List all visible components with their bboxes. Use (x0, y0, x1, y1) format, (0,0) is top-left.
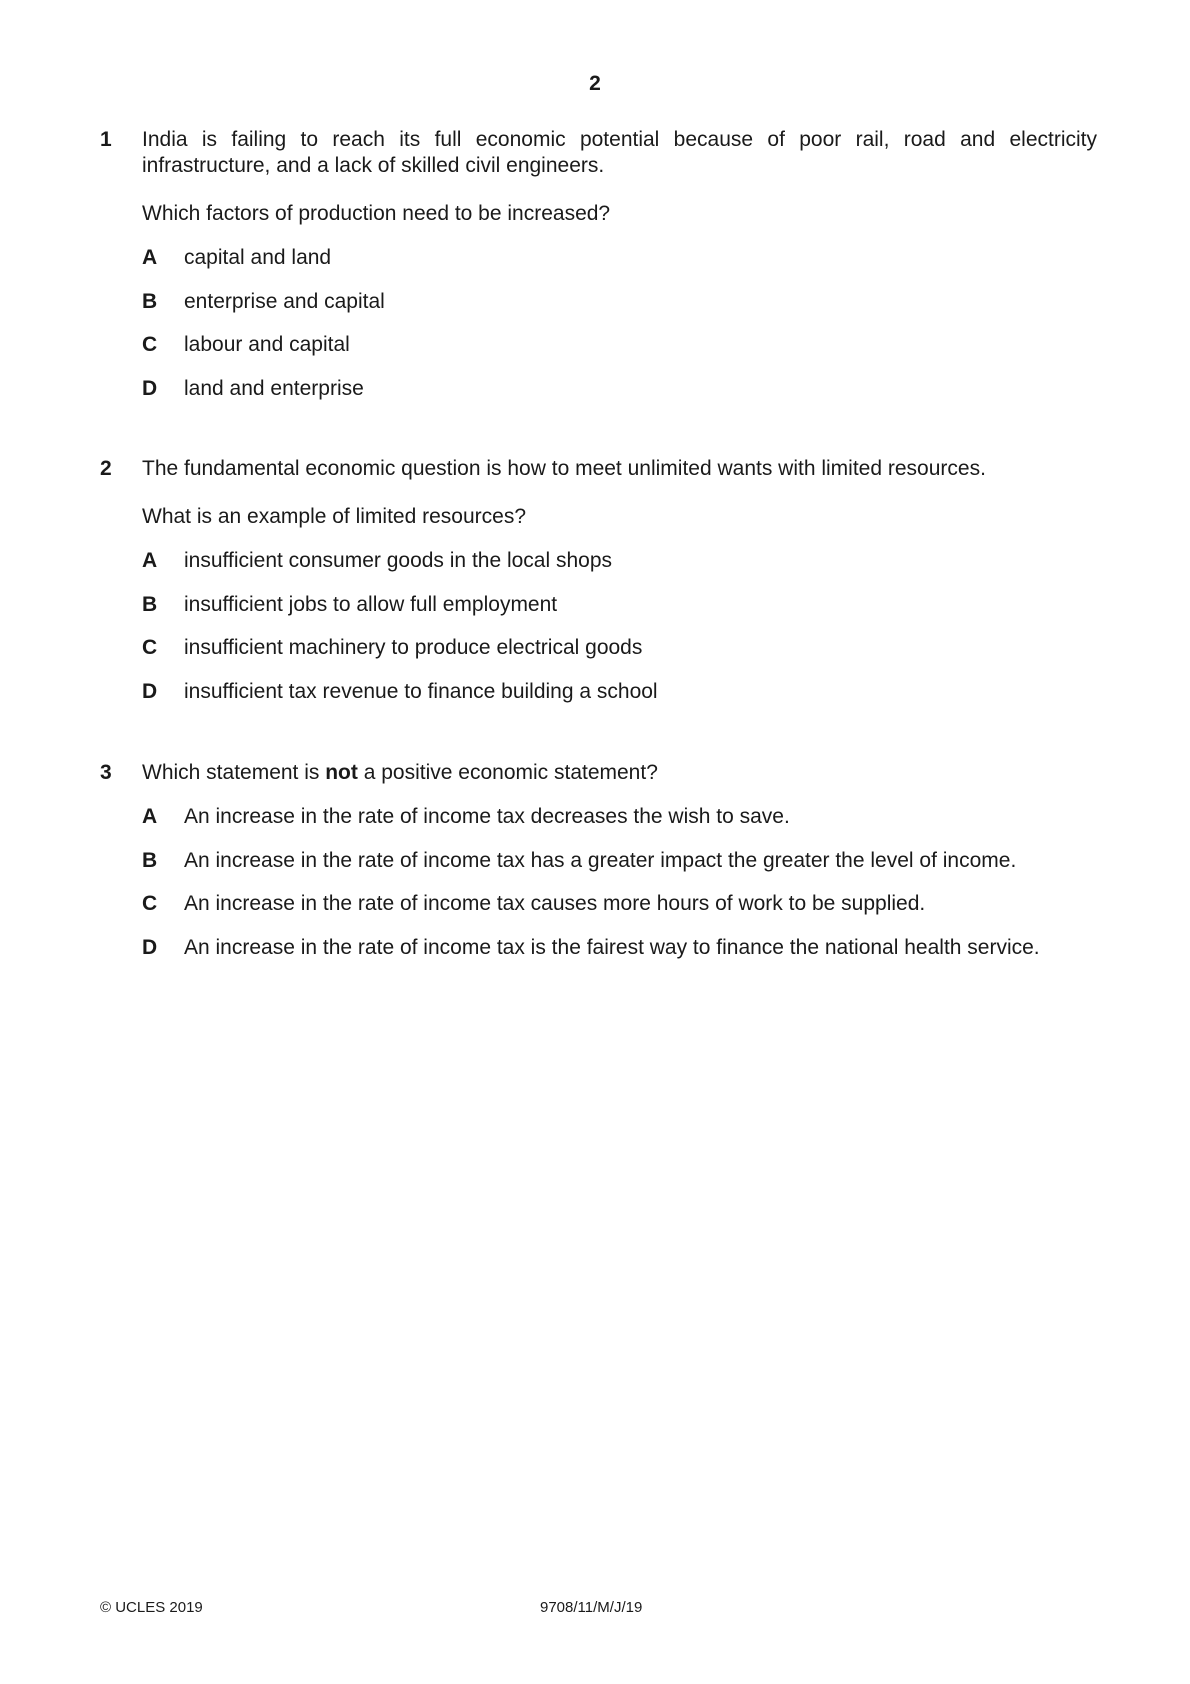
option-text: insufficient tax revenue to finance building a school (184, 679, 658, 703)
question-number: 1 (100, 128, 112, 151)
option-text: insufficient consumer goods in the local shops (184, 549, 613, 572)
page-number: 2 (589, 72, 601, 95)
footer-paper-code: 9708/11/M/J/19 (540, 1599, 643, 1616)
question-stem-end: a positive economic statement? (357, 761, 658, 784)
question-body (142, 456, 1097, 705)
option-text: enterprise and capital (184, 289, 385, 313)
question-stem: The fundamental economic question is how to meet unlimited wants with limited resources. (142, 457, 986, 480)
option-letter: A (142, 549, 158, 572)
option-d (142, 935, 1097, 961)
option-a (142, 245, 1097, 271)
option-letter: B (142, 289, 158, 313)
option-letter: C (142, 333, 158, 356)
option-letter: D (142, 376, 158, 400)
question-body (142, 760, 1097, 961)
question-prompt: What is an example of limited resources? (142, 505, 526, 528)
option-list (142, 804, 1097, 961)
option-letter: A (142, 246, 158, 269)
question-1 (100, 127, 1097, 419)
question-stem-emphasis: not (325, 761, 358, 784)
question-3 (100, 760, 1097, 978)
question-prompt: Which factors of production need to be increased? (142, 202, 611, 225)
option-text: An increase in the rate of income tax causes more hours of work to be supplied. (184, 892, 926, 915)
option-list (142, 245, 1097, 402)
option-letter: C (142, 892, 158, 915)
option-c (142, 332, 1097, 358)
question-number: 3 (100, 761, 112, 784)
option-c (142, 891, 1097, 917)
question-2 (100, 456, 1097, 722)
option-b (142, 289, 1097, 315)
option-a (142, 548, 1097, 574)
question-body (142, 127, 1097, 402)
option-b (142, 848, 1097, 874)
option-text: land and enterprise (184, 376, 364, 400)
option-a (142, 804, 1097, 830)
option-text: An increase in the rate of income tax decreases the wish to save. (184, 805, 790, 828)
option-d (142, 376, 1097, 402)
option-b (142, 592, 1097, 618)
option-d (142, 679, 1097, 705)
question-stem: India is failing to reach its full economic potential because of poor rail, road and electricity infrastructure, and a lack of skilled civil engineers. (142, 128, 1097, 177)
question-stem-start: Which statement is (142, 761, 326, 784)
option-letter: B (142, 592, 158, 616)
option-text: insufficient machinery to produce electrical goods (184, 636, 643, 659)
option-c (142, 635, 1097, 661)
option-text: labour and capital (184, 333, 350, 356)
option-text: capital and land (184, 246, 332, 269)
option-letter: D (142, 679, 158, 703)
question-number: 2 (100, 457, 112, 480)
option-letter: B (142, 848, 158, 872)
option-text: An increase in the rate of income tax is the fairest way to finance the national health service. (184, 935, 1040, 959)
option-letter: D (142, 935, 158, 959)
option-text: insufficient jobs to allow full employment (184, 592, 558, 616)
question-stem (142, 760, 1097, 786)
option-letter: C (142, 636, 158, 659)
footer-copyright: © UCLES 2019 (100, 1599, 203, 1616)
option-letter: A (142, 805, 158, 828)
option-text: An increase in the rate of income tax has a greater impact the greater the level of income. (184, 848, 1017, 872)
option-list (142, 548, 1097, 705)
